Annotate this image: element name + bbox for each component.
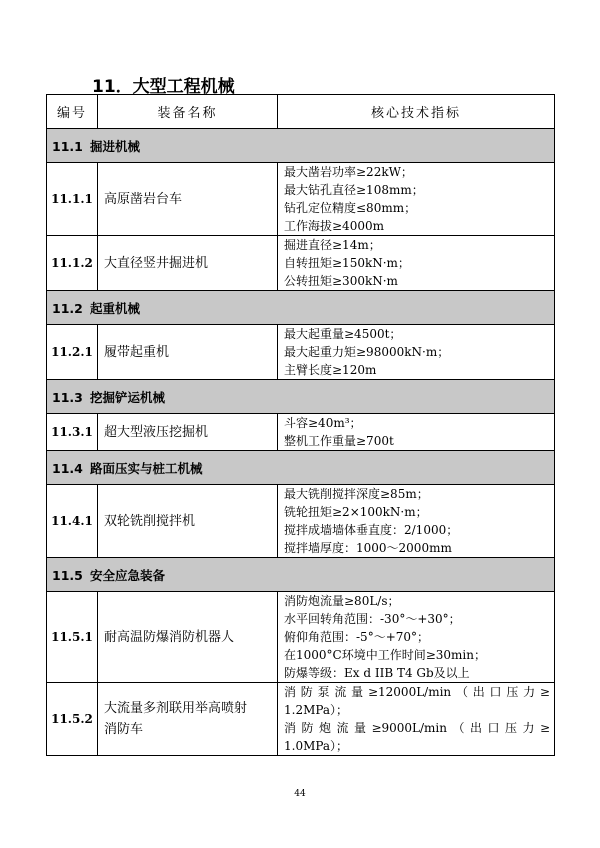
category-row [47,129,555,163]
header-core-specs: 核心技术指标 [278,95,555,129]
item-code: 11.1.2 [47,236,98,291]
item-name: 双轮铣削搅拌机 [98,485,278,558]
item-code: 11.1.1 [47,163,98,236]
item-code: 11.5.2 [47,683,98,756]
item-code: 11.3.1 [47,414,98,451]
category-code: 11.4 [52,460,83,476]
category-row [47,558,555,592]
table-row [47,325,555,380]
header-equipment-name: 装备名称 [98,95,278,129]
spec-line: 最大起重量≥4500t； [284,327,402,341]
category-code: 11.5 [52,567,83,583]
spec-line: 1.0MPa）； [284,739,349,753]
item-name [98,683,278,756]
category-name: 路面压实与桩工机械 [90,460,203,476]
equipment-table [46,94,555,756]
item-specs [278,414,555,451]
item-specs [278,325,555,380]
category-code: 11.1 [52,138,83,154]
category-code: 11.2 [52,300,83,316]
category-name: 起重机械 [90,300,141,316]
item-code: 11.2.1 [47,325,98,380]
spec-line: 防爆等级：Ex d IIB T4 Gb及以上 [284,666,470,680]
item-name: 高原凿岩台车 [98,163,278,236]
spec-line: 主臂长度≥120m [284,363,377,377]
item-code: 11.4.1 [47,485,98,558]
spec-line: 消防泵流量≥12000L/min（出口压力≥ [284,685,550,699]
header-number: 编号 [47,95,98,129]
section-title: 11．大型工程机械 [92,77,235,97]
page-number: 44 [294,789,306,799]
spec-line: 自转扭矩≥150kN·m； [284,256,410,270]
spec-line: 在1000°C环境中工作时间≥30min； [284,648,486,662]
table-row [47,683,555,756]
item-name: 大直径竖井掘进机 [98,236,278,291]
table-header-row [47,95,555,129]
category-code: 11.3 [52,389,83,405]
item-specs [278,592,555,683]
spec-line: 掘进直径≥14m； [284,238,381,252]
item-name-line: 消防车 [104,722,144,737]
category-row [47,451,555,485]
item-name-line: 大流量多剂联用举高喷射 [104,701,248,716]
item-specs [278,683,555,756]
item-name: 履带起重机 [98,325,278,380]
category-row [47,380,555,414]
spec-line: 俯仰角范围：-5°～+70°； [284,630,430,644]
category-name: 安全应急装备 [90,567,166,583]
item-specs [278,485,555,558]
spec-line: 消防炮流量≥80L/s； [284,594,400,608]
spec-line: 工作海拔≥4000m [284,219,384,233]
item-name: 超大型液压挖掘机 [98,414,278,451]
spec-line: 消防炮流量≥9000L/min（出口压力≥ [284,721,550,735]
category-name: 掘进机械 [90,138,141,154]
category-name: 挖掘铲运机械 [90,389,166,405]
spec-line: 整机工作重量≥700t [284,434,394,448]
category-row [47,291,555,325]
spec-line: 斗容≥40m³； [284,416,362,430]
spec-line: 最大钻孔直径≥108mm； [284,183,424,197]
spec-line: 水平回转角范围：-30°～+30°； [284,612,461,626]
item-specs [278,236,555,291]
spec-line: 最大起重力矩≥98000kN·m； [284,345,450,359]
spec-line: 最大凿岩功率≥22kW； [284,165,413,179]
spec-line: 铣轮扭矩≥2×100kN·m； [284,505,428,519]
spec-line: 最大铣削搅拌深度≥85m； [284,487,429,501]
table-row [47,592,555,683]
item-code: 11.5.1 [47,592,98,683]
table-row [47,163,555,236]
table-row [47,414,555,451]
item-specs [278,163,555,236]
spec-line: 公转扭矩≥300kN·m [284,274,398,288]
item-name: 耐高温防爆消防机器人 [98,592,278,683]
spec-line: 搅拌墙厚度：1000～2000mm [284,541,452,555]
table-row [47,236,555,291]
spec-line: 1.2MPa）； [284,703,349,717]
spec-line: 搅拌成墙墙体垂直度：2/1000； [284,523,459,537]
spec-line: 钻孔定位精度≤80mm； [284,201,417,215]
table-row [47,485,555,558]
